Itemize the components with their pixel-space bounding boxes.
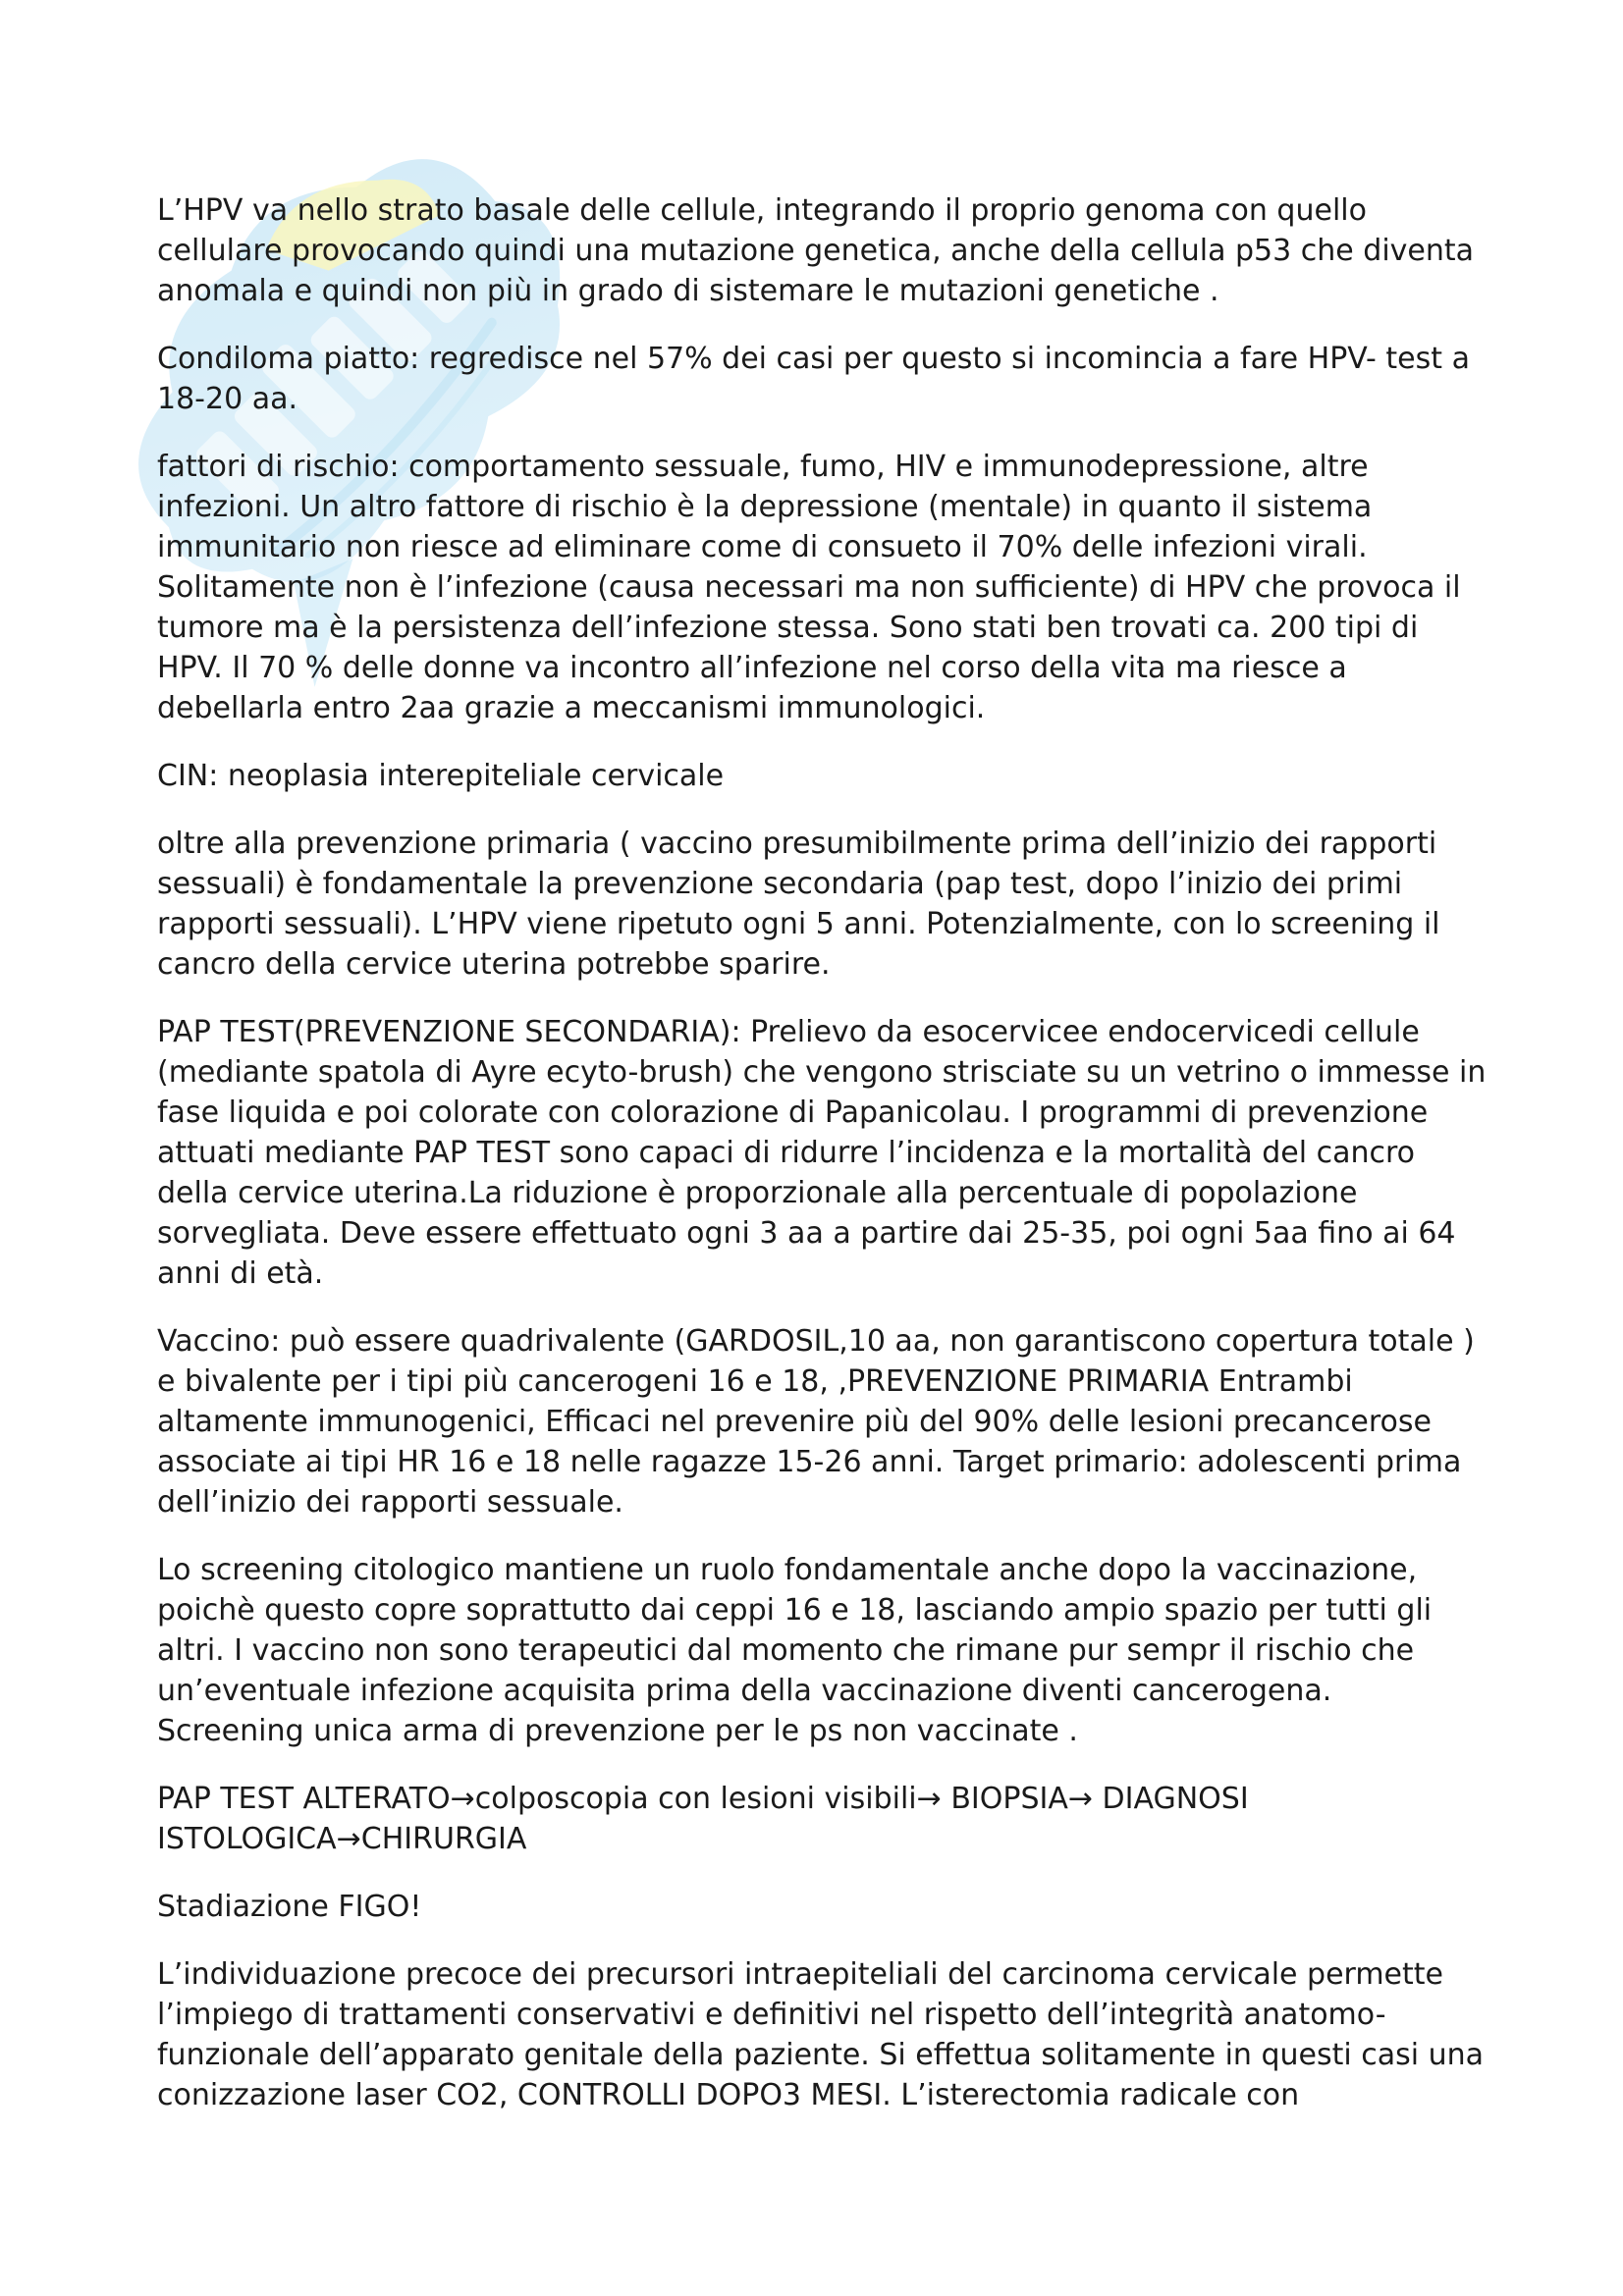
paragraph-pap-test: PAP TEST(PREVENZIONE SECONDARIA): Prelievo da esocervicee endocervicedi cellule (mediante spatola di Ayre ecyto-brush) che vengono strisciate su un vetrino o immesse in fase liquida e poi colorate con colorazione di Papanicolau. I programmi di prevenzione attuati mediante PAP TEST sono capaci di ridurre l’incidenza e la mortalità del cancro della cervice uterina.La riduzione è proporzionale alla percentuale di popolazione sorvegliata. Deve essere effettuato ogni 3 aa a partire dai 25-35, poi ogni 5aa fino ai 64 anni di età. [157,1015,1487,1291]
paragraph-hpv-mechanism: L’HPV va nello strato basale delle cellule, integrando il proprio genoma con quello cellulare provocando quindi una mutazione genetica, anche della cellula p53 che diventa anomala e quindi non più in grado di sistemare le mutazioni genetiche . [157,193,1475,308]
paragraph-condiloma: Condiloma piatto: regredisce nel 57% dei casi per questo si incomincia a fare HPV- test a 18-20 aa. [157,342,1470,416]
paragraph-diagnostic-flow: PAP TEST ALTERATO→colposcopia con lesioni visibili→ BIOPSIA→ DIAGNOSI ISTOLOGICA→CHIRURGIA [157,1782,1249,1856]
document-body [157,190,1488,2143]
paragraph-risk-factors: fattori di rischio: comportamento sessuale, fumo, HIV e immunodepressione, altre infezioni. Un altro fattore di rischio è la depressione (mentale) in quanto il sistema immunitario non riesce ad eliminare come di consueto il 70% delle infezioni virali. Solitamente non è l’infezione (causa necessari ma non sufficiente) di HPV che provoca il tumore ma è la persistenza dell’infezione stessa. Sono stati ben trovati ca. 200 tipi di HPV. Il 70 % delle donne va incontro all’infezione nel corso della vita ma riesce a debellarla entro 2aa grazie a meccanismi immunologici. [157,450,1461,725]
paragraph-cin: CIN: neoplasia interepiteliale cervicale [157,759,725,793]
paragraph-screening: Lo screening citologico mantiene un ruolo fondamentale anche dopo la vaccinazione, poichè questo copre soprattutto dai ceppi 16 e 18, lasciando ampio spazio per tutti gli altri. I vaccino non sono terapeutici dal momento che rimane pur sempr il rischio che un’eventuale infezione acquisita prima della vaccinazione diventi cancerogena. Screening unica arma di prevenzione per le ps non vaccinate . [157,1553,1433,1748]
paragraph-treatment: L’individuazione precoce dei precursori intraepiteliali del carcinoma cervicale permette l’impiego di trattamenti conservativi e definitivi nel rispetto dell’integrità anatomo-funzionale dell’apparato genitale della paziente. Si effettua solitamente in questi casi una conizzazione laser CO2, CONTROLLI DOPO3 MESI. L’isterectomia radicale con [157,1957,1485,2112]
paragraph-vaccine: Vaccino: può essere quadrivalente (GARDOSIL,10 aa, non garantiscono copertura totale ) e bivalente per i tipi più cancerogeni 16 e 18, ,PREVENZIONE PRIMARIA Entrambi altamente immunogenici, Efficaci nel prevenire più del 90% delle lesioni precancerose associate ai tipi HR 16 e 18 nelle ragazze 15-26 anni. Target primario: adolescenti prima dell’inizio dei rapporti sessuale. [157,1324,1475,1520]
paragraph-figo-staging: Stadiazione FIGO! [157,1890,422,1924]
paragraph-prevention: oltre alla prevenzione primaria ( vaccino presumibilmente prima dell’inizio dei rapporti sessuali) è fondamentale la prevenzione secondaria (pap test, dopo l’inizio dei primi rapporti sessuali). L’HPV viene ripetuto ogni 5 anni. Potenzialmente, con lo screening il cancro della cervice uterina potrebbe sparire. [157,827,1440,982]
